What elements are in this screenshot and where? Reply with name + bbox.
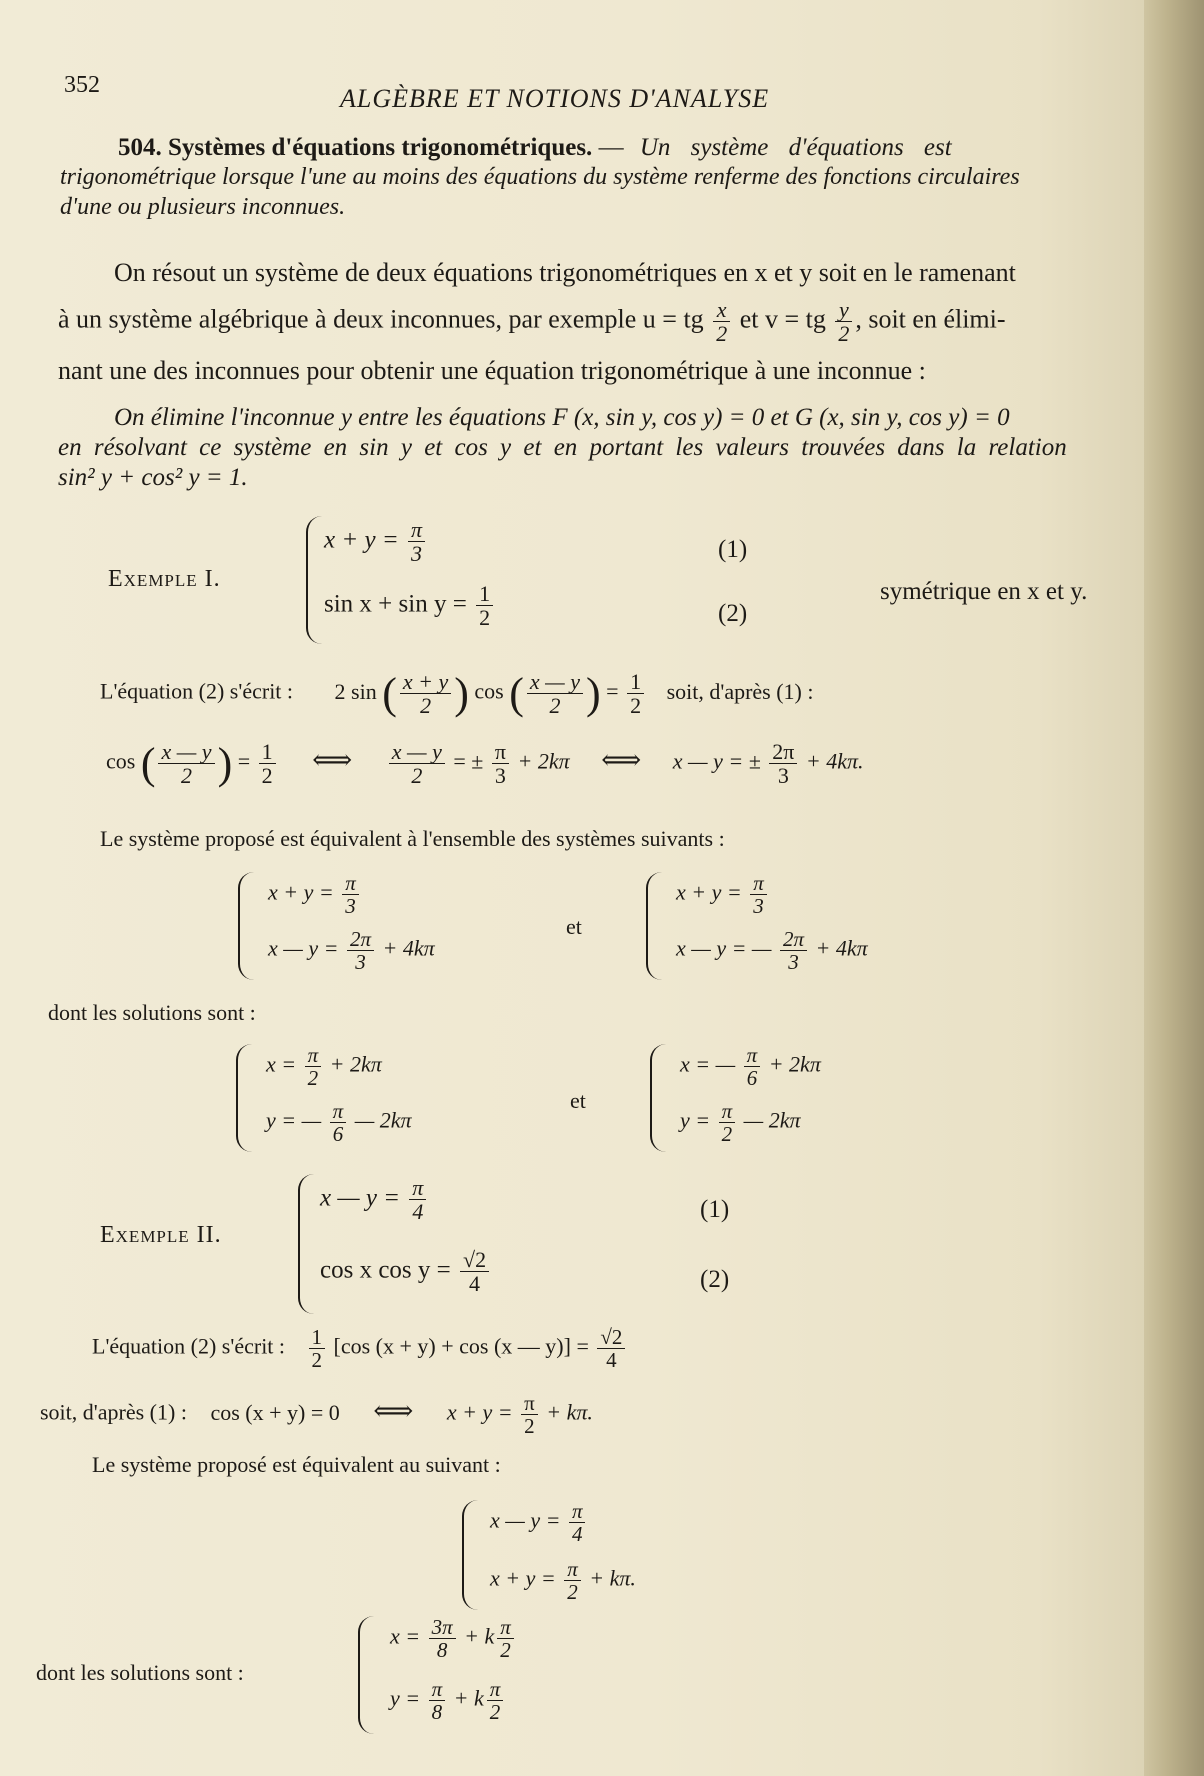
paragraph-1-line-2 [58, 298, 1006, 345]
et-connector-2: et [570, 1088, 586, 1113]
section-definition-2: trigonométrique lorsque l'une au moins des équations du système renferme des fonctions circulaires [60, 164, 1020, 190]
two-sin-text: 2 sin [334, 678, 377, 704]
fraction-y-over-2: $\frac{y}{2}$ [835, 298, 852, 345]
equivalence-arrow-3: ⟺ [373, 1395, 414, 1427]
example-1-system [306, 516, 748, 644]
example-2-equivalence-text: Le système proposé est équivalent au suivant : [92, 1452, 501, 1477]
example-1-tag-2: (2) [718, 600, 748, 627]
cos-text: cos [474, 678, 504, 704]
example-1-symmetric-note: symétrique en x et y. [880, 578, 1088, 605]
example-2-tag-1: (1) [700, 1196, 730, 1223]
paragraph-1-line-2-c: , soit en élimi- [855, 304, 1006, 334]
paragraph-2-line-3: sin² y + cos² y = 1. [58, 464, 248, 491]
example-1-system-a: x + y = $\frac{\pi}{3}$ x — y = $\frac{2\pi}{3}$ + 4kπ [238, 872, 540, 980]
paragraph-1-line-3: nant une des inconnues pour obtenir une équation trigonométrique à une inconnue : [58, 356, 926, 385]
paragraph-1-line-1: On résout un système de deux équations trigonométriques en x et y soit en le ramenant [114, 258, 1016, 287]
example-1-label: Exemple I. [108, 566, 221, 592]
paragraph-2-line-2: en résolvant ce système en sin y et cos y et en portant les valeurs trouvées dans la relation [58, 434, 1067, 461]
example-1-solution-b: x = — $\frac{\pi}{6}$ + 2kπ y = $\frac{\pi}{2}$ — 2kπ [650, 1044, 952, 1152]
example-1-equivalence-text: Le système proposé est équivalent à l'ensemble des systèmes suivants : [100, 826, 725, 851]
example-1-equation-2: sin x + sin y = $\frac{1}{2}$ [324, 582, 496, 629]
example-1-rewrite-line: L'équation (2) s'écrit : 2 sin ( $\frac{x + y}{2}$ ) cos ( $\frac{x — y}{2}$ ) = $\frac{1}{2}$ soit, d'après (1) : [100, 668, 814, 718]
section-definition-3: d'une ou plusieurs inconnues. [60, 194, 346, 220]
running-title: ALGÈBRE ET NOTIONS D'ANALYSE [340, 84, 770, 113]
section-title: Systèmes d'équations trigonométriques. [168, 134, 593, 161]
equation-2-intro: L'équation (2) s'écrit : [100, 678, 294, 704]
example-2-tag-2: (2) [700, 1266, 730, 1293]
example-2-system [298, 1174, 760, 1314]
section-number: 504. [118, 134, 162, 161]
example-2-derivation-line: soit, d'après (1) : cos (x + y) = 0 ⟺ x + y = $\frac{\pi}{2}$ + kπ. [40, 1391, 593, 1439]
example-1-solutions-label: dont les solutions sont : [48, 1000, 256, 1025]
example-2-equivalent-system: x — y = $\frac{\pi}{4}$ x + y = $\frac{\pi}{2}$ + kπ. [462, 1500, 764, 1610]
example-1-system-b: x + y = $\frac{\pi}{3}$ x — y = — $\frac{2\pi}{3}$ + 4kπ [646, 872, 968, 980]
example-2-equation-1: x — y = $\frac{\pi}{4}$ [320, 1176, 429, 1223]
equivalence-arrow-2: ⟺ [601, 744, 642, 776]
example-1-tag-1: (1) [718, 536, 748, 563]
example-2-label: Exemple II. [100, 1222, 222, 1248]
et-connector-1: et [566, 914, 582, 939]
book-spine-shadow [1144, 0, 1204, 1776]
equivalence-arrow-1: ⟺ [312, 744, 353, 776]
example-1-derivation-line: cos ( $\frac{x — y}{2}$ ) = $\frac{1}{2}$ ⟺ $\frac{x — y}{2}$ = ± $\frac{\pi}{3}$ + 2kπ ⟺ x — y = ± $\frac{2\pi}{3}$ + 4kπ. [106, 738, 864, 788]
example-2-rewrite-line: L'équation (2) s'écrit : $\frac{1}{2}$ [cos (x + y) + cos (x — y)] = $\frac{√2}{4}$ [92, 1326, 628, 1371]
fraction-x-over-2: $\frac{x}{2}$ [713, 298, 730, 345]
example-2-equation-2: cos x cos y = $\frac{√2}{4}$ [320, 1248, 492, 1295]
section-heading [118, 134, 952, 162]
page-number: 352 [64, 72, 100, 98]
paragraph-1-line-2-b: et v = tg [739, 304, 826, 334]
example-2-solution-system: x = $\frac{3\pi}{8}$ + k $\frac{\pi}{2}$ y = $\frac{\pi}{8}$ + k $\frac{\pi}{2}$ [358, 1616, 660, 1734]
example-2-solutions-label: dont les solutions sont : [36, 1660, 244, 1685]
example-1-equation-1: x + y = $\frac{\pi}{3}$ [324, 518, 428, 565]
paragraph-1-line-2-a: à un système algébrique à deux inconnues, par exemple u = tg [58, 304, 704, 334]
example-1-solution-a: x = $\frac{\pi}{2}$ + 2kπ y = — $\frac{\pi}{6}$ — 2kπ [236, 1044, 518, 1152]
section-dash: — [598, 134, 624, 161]
soit-apres-1: soit, d'après (1) : [666, 678, 814, 704]
section-definition-1: Un système d'équations est [639, 134, 952, 161]
paragraph-2-line-1: On élimine l'inconnue y entre les équations F (x, sin y, cos y) = 0 et G (x, sin y, cos y) = 0 [114, 404, 1010, 431]
